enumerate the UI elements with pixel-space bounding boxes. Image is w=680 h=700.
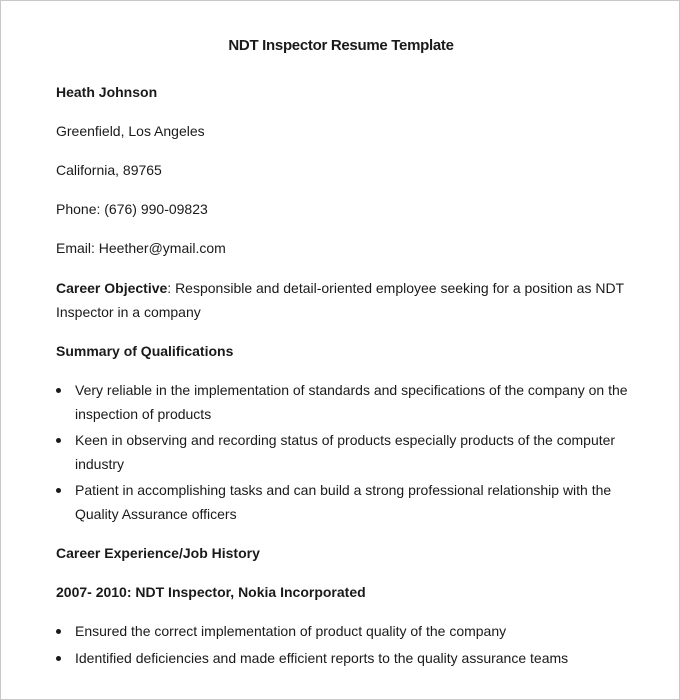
phone-line: Phone: (676) 990-09823 (56, 201, 208, 217)
applicant-name: Heath Johnson (56, 84, 158, 100)
list-item: Ensured the correct implementation of product quality of the company (56, 619, 646, 643)
address-line-2: California, 89765 (56, 162, 162, 178)
experience-heading: Career Experience/Job History (56, 545, 260, 561)
summary-heading: Summary of Qualifications (56, 343, 234, 359)
career-objective (56, 276, 636, 324)
document-title: NDT Inspector Resume Template (228, 37, 454, 54)
list-item: Identified deficiencies and made efficient reports to the quality assurance teams (56, 646, 646, 670)
list-item: Keen in observing and recording status of products especially products of the computer industry (56, 428, 646, 476)
address-line-1: Greenfield, Los Angeles (56, 123, 205, 139)
experience-list (56, 619, 646, 670)
email-line: Email: Heether@ymail.com (56, 240, 226, 256)
career-objective-label: Career Objective (56, 280, 168, 296)
list-item: Very reliable in the implementation of standards and specifications of the company on the inspection of products (56, 378, 646, 426)
job-title: 2007- 2010: NDT Inspector, Nokia Incorporated (56, 584, 366, 600)
qualifications-list (56, 378, 646, 526)
list-item: Patient in accomplishing tasks and can build a strong professional relationship with the Quality Assurance officers (56, 478, 646, 526)
career-objective-text: : Responsible and detail-oriented employee seeking for a position as NDT Inspector in a company (56, 280, 624, 320)
